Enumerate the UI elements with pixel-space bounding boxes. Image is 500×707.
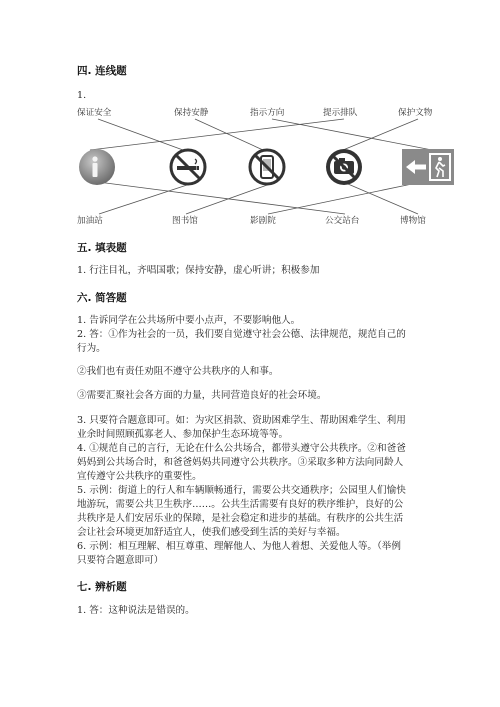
info-icon bbox=[77, 147, 117, 187]
connector-icon2-to-bottom1 bbox=[99, 184, 190, 214]
no-phone-icon bbox=[247, 147, 287, 187]
bottom-label-3: 影剧院 bbox=[250, 216, 276, 226]
connector-icon3-to-bottom2 bbox=[186, 184, 270, 214]
section-6-answer-6-line-2: 只要符合题意即可） bbox=[77, 555, 164, 566]
connector-top2-to-icon3 bbox=[195, 119, 263, 150]
section-5-title: 五. 填表题 bbox=[77, 242, 127, 254]
section-7-title: 七. 辨析题 bbox=[77, 581, 127, 593]
section-6-answer-5-line-1: 5. 示例：街道上的行人和车辆顺畅通行，需要公共交通秩序；公园里人们愉快 bbox=[77, 485, 406, 496]
section-6-answer-2-line-1: 2. 答：①作为社会的一员，我们要自觉遵守社会公德、法律规范，规范自己的 bbox=[77, 329, 406, 340]
section-6-answer-2-point-3: ③需要汇聚社会各方面的力量，共同营造良好的社会环境。 bbox=[77, 390, 327, 401]
connector-top1-to-icon2 bbox=[98, 119, 183, 150]
section-6-answer-1: 1. 告诉同学在公共场所中要小点声，不要影响他人。 bbox=[77, 315, 301, 326]
section-6-answer-4-line-1: 4. ①规范自己的言行，无论在什么公共场合，都带头遵守公共秩序。②和爸爸 bbox=[77, 443, 406, 454]
bottom-label-2: 图书馆 bbox=[172, 216, 198, 226]
connector-icon4-to-bottom5 bbox=[348, 184, 418, 214]
question-1-number: 1. bbox=[77, 90, 87, 101]
section-6-answer-5-line-2: 地游玩，需要公共卫生秩序……。公共生活需要有良好的秩序维护，良好的公 bbox=[77, 499, 404, 510]
section-6-answer-5-line-4: 会让社会环境更加舒适宜人，使我们感受到生活的美好与幸福。 bbox=[77, 527, 346, 538]
exit-sign-icon bbox=[402, 149, 454, 185]
section-6-answer-6-line-1: 6. 示例：相互理解、相互尊重、理解他人、为他人着想、关爱他人等。（举例 bbox=[77, 541, 401, 552]
no-camera-icon bbox=[324, 147, 364, 187]
section-6-answer-4-line-3: 宣传遵守公共秩序的重要性。 bbox=[77, 471, 202, 482]
section-6-answer-3-line-1: 3. 只要符合题意即可。如：为灾区捐款、资助困难学生、帮助困难学生、利用 bbox=[77, 415, 406, 426]
section-6-title: 六. 简答题 bbox=[77, 292, 127, 304]
connection-lines bbox=[0, 0, 500, 240]
bottom-label-5: 博物馆 bbox=[400, 216, 426, 226]
top-label-4: 提示排队 bbox=[323, 108, 358, 118]
no-smoking-icon bbox=[168, 147, 208, 187]
connector-icon1-to-bottom4 bbox=[98, 182, 345, 214]
section-6-answer-4-line-2: 妈妈到公共场合时，和爸爸妈妈共同遵守公共秩序。③采取多种方法向同龄人 bbox=[77, 457, 404, 468]
connector-icon5-to-bottom3 bbox=[268, 184, 412, 214]
top-label-1: 保证安全 bbox=[77, 108, 112, 118]
bottom-label-4: 公交站台 bbox=[325, 216, 360, 226]
section-5-answer-1: 1. 行注目礼，齐唱国歌；保持安静，虚心听讲；积极参加 bbox=[77, 265, 320, 276]
top-label-5: 保护文物 bbox=[398, 108, 433, 118]
top-label-2: 保持安静 bbox=[174, 108, 209, 118]
connector-top3-to-icon5 bbox=[272, 119, 432, 150]
connector-top4-to-icon1 bbox=[90, 119, 344, 150]
section-4-title: 四. 连线题 bbox=[77, 65, 127, 77]
section-6-answer-5-line-3: 共秩序是人们安居乐业的保障，是社会稳定和进步的基础。有秩序的公共生活 bbox=[77, 513, 404, 524]
section-6-answer-3-line-2: 业余时间照顾孤寡老人、参加保护生态环境等等。 bbox=[77, 429, 289, 440]
top-label-3: 指示方向 bbox=[250, 108, 285, 118]
section-6-answer-2-line-2: 行为。 bbox=[77, 343, 106, 354]
bottom-label-1: 加油站 bbox=[77, 216, 103, 226]
section-7-answer-1: 1. 答：这种说法是错误的。 bbox=[77, 605, 195, 616]
section-6-answer-2-point-2: ②我们也有责任劝阻不遵守公共秩序的人和事。 bbox=[77, 366, 279, 377]
